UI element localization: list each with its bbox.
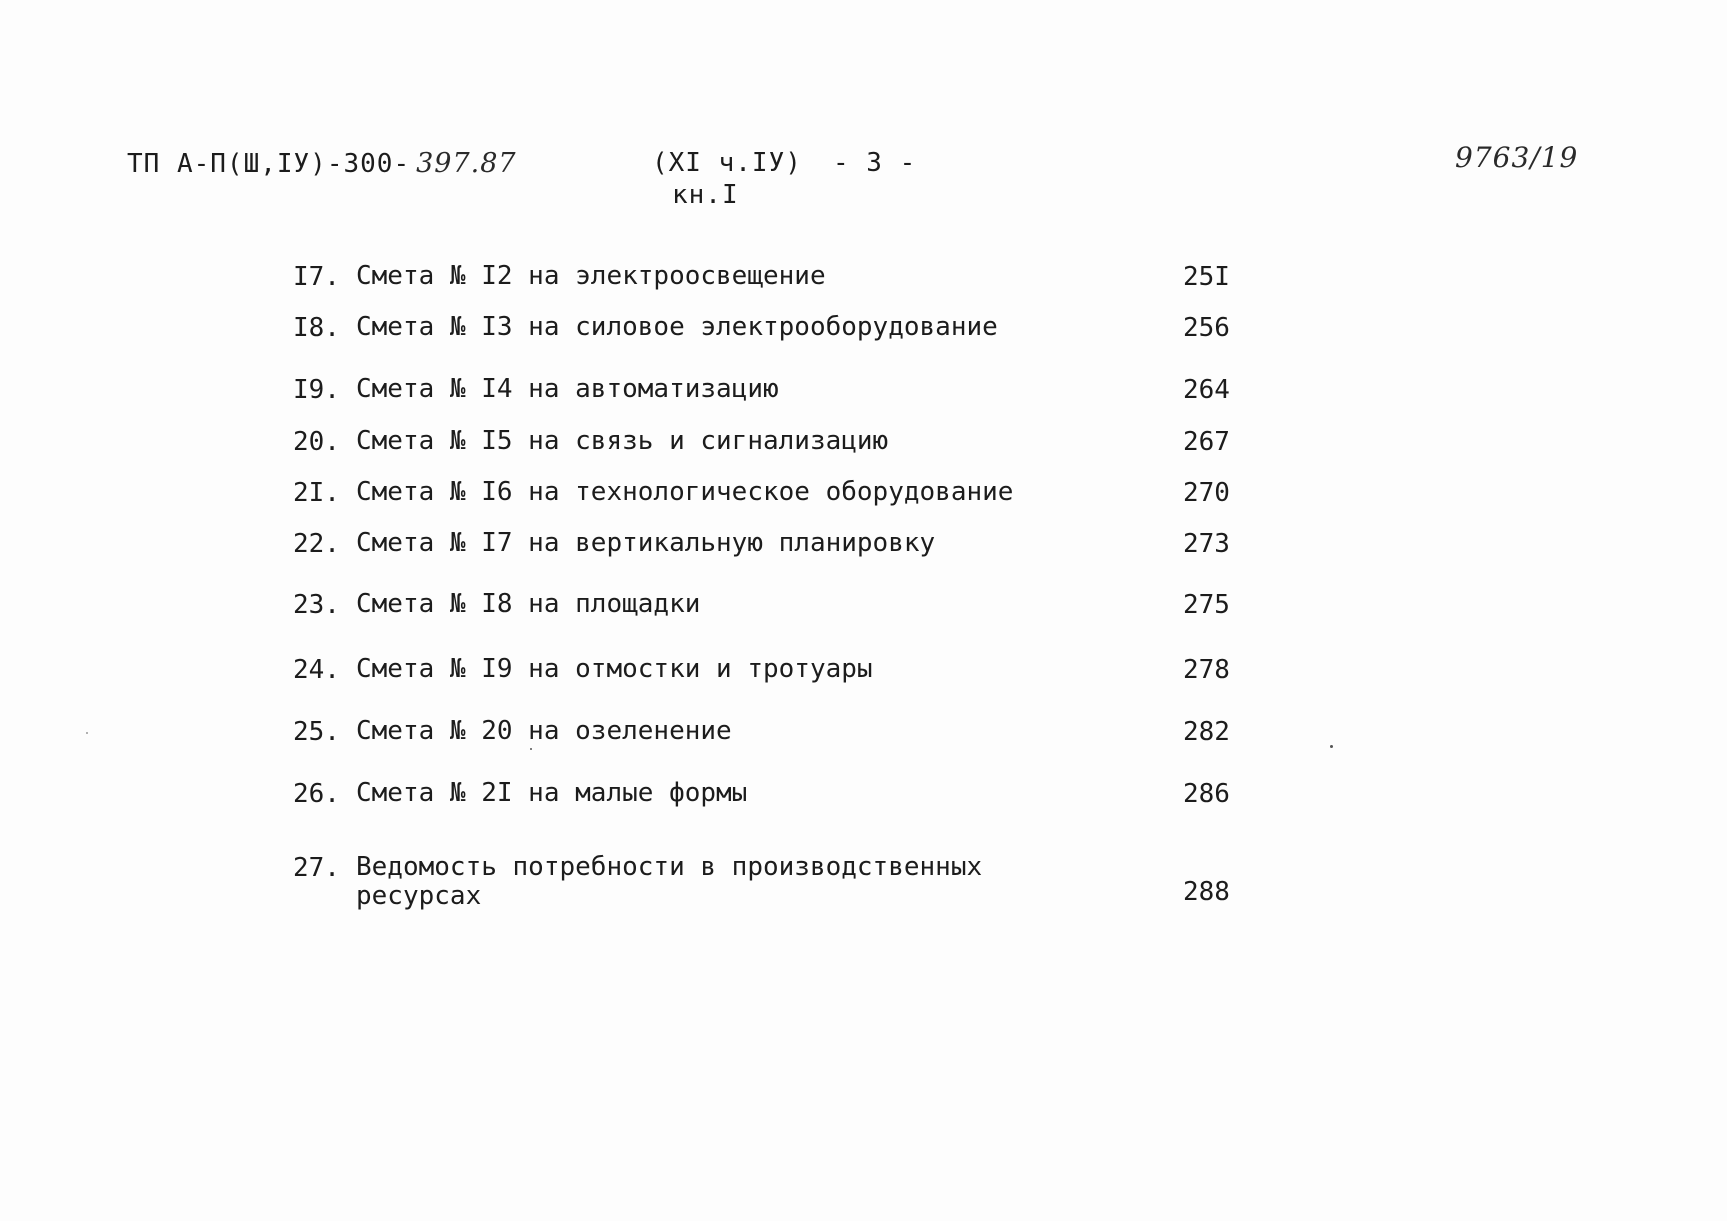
toc-item-number: 27. [293,853,340,883]
document-code-typed: ТП А-П(Ш,IУ)-300- [127,149,411,179]
toc-item-page: 267 [1183,427,1230,457]
part-label: (XI ч.IУ) [652,148,802,178]
toc-item-number: 2I. [293,478,340,508]
toc-item-number: 24. [293,655,340,685]
toc-item-number: 22. [293,529,340,559]
toc-item-page: 275 [1183,590,1230,620]
toc-item-title: Смета № I5 на связь и сигнализацию [356,426,889,456]
toc-item-number: 20. [293,427,340,457]
toc-item-title: Смета № I6 на технологическое оборудование [356,477,1014,507]
document-code-handwritten: 397.87 [416,148,517,179]
toc-item-number: I9. [293,375,340,405]
toc-item-title: Смета № I4 на автоматизацию [356,374,779,404]
toc-item-page: 278 [1183,655,1230,685]
toc-item-number: 25. [293,717,340,747]
scan-speck [86,732,88,734]
toc-item-title: Смета № I9 на отмостки и тротуары [356,654,873,684]
toc-item-title: Смета № I3 на силовое электрооборудование [356,312,998,342]
toc-item-title: Смета № 20 на озеленение [356,716,732,746]
toc-item-page: 270 [1183,478,1230,508]
archive-number: 9763/19 [1455,141,1579,174]
toc-item-page: 256 [1183,313,1230,343]
page-number: - 3 - [833,148,917,178]
toc-item-title: Смета № I7 на вертикальную планировку [356,528,936,558]
toc-item-number: 26. [293,779,340,809]
toc-item-page: 288 [1183,877,1230,907]
toc-item-title-line-2: ресурсах [356,881,482,911]
toc-item-title-line-1: Ведомость потребности в производственных [356,852,983,882]
book-label: кн.I [672,180,739,210]
toc-item-page: 282 [1183,717,1230,747]
scan-speck [1330,745,1333,748]
toc-item-title: Смета № I8 на площадки [356,589,701,619]
toc-item-title: Смета № I2 на электроосвещение [356,261,826,291]
toc-item-page: 264 [1183,375,1230,405]
toc-item-page: 273 [1183,529,1230,559]
toc-item-page: 25I [1183,262,1230,292]
toc-item-number: I8. [293,313,340,343]
toc-item-number: I7. [293,262,340,292]
toc-item-title: Смета № 2I на малые формы [356,778,748,808]
toc-item-title [356,853,982,911]
toc-item-number: 23. [293,590,340,620]
toc-item-page: 286 [1183,779,1230,809]
scan-speck [530,748,532,750]
